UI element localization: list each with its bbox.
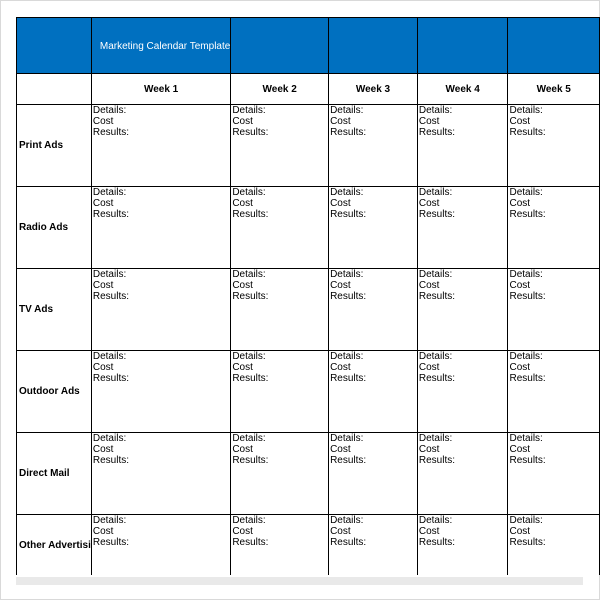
week-header-1: Week 1 — [91, 74, 230, 105]
cell-results-label: Results: — [92, 127, 129, 138]
cell-details-label: Details: — [92, 515, 127, 526]
calendar-cell[interactable] — [91, 269, 230, 351]
cell-details-label: Details: — [330, 433, 364, 444]
calendar-cell[interactable] — [231, 433, 329, 515]
cell-details-label: Details: — [330, 351, 364, 362]
cell-details-label: Details: — [509, 269, 543, 280]
cell-cost-label: Cost — [418, 280, 440, 291]
title-row — [17, 18, 600, 74]
row-label: Outdoor Ads — [17, 351, 92, 433]
cell-cost-label: Cost — [232, 362, 253, 373]
title-blank-cell — [508, 18, 600, 74]
cell-cost-label: Cost — [232, 526, 253, 537]
cell-cost-label: Cost — [330, 526, 351, 537]
title-cell — [91, 18, 230, 74]
cell-details-label: Details: — [92, 269, 127, 280]
cell-cost-label: Cost — [232, 444, 253, 455]
cell-details-label: Details: — [232, 105, 266, 116]
calendar-cell[interactable] — [417, 351, 508, 433]
cell-results-label: Results: — [92, 209, 129, 220]
cell-results-label: Results: — [330, 127, 367, 138]
cell-results-label: Results: — [232, 127, 269, 138]
cell-details-label: Details: — [330, 269, 364, 280]
calendar-cell[interactable] — [91, 187, 230, 269]
calendar-cell[interactable] — [508, 433, 600, 515]
cell-details-label: Details: — [232, 351, 266, 362]
cell-details-label: Details: — [330, 105, 364, 116]
cell-results-label: Results: — [330, 291, 367, 302]
cell-details-label: Details: — [509, 515, 543, 526]
calendar-cell[interactable] — [417, 187, 508, 269]
cell-results-label: Results: — [509, 209, 546, 220]
cell-details-label: Details: — [509, 433, 543, 444]
cell-results-label: Results: — [330, 455, 367, 466]
cell-cost-label: Cost — [509, 362, 531, 373]
calendar-row — [17, 187, 600, 269]
cell-results-label: Results: — [509, 373, 546, 384]
cell-results-label: Results: — [330, 537, 367, 548]
calendar-cell[interactable] — [329, 269, 418, 351]
calendar-cell[interactable] — [417, 105, 508, 187]
calendar-cell[interactable] — [417, 515, 508, 576]
cell-cost-label: Cost — [418, 526, 440, 537]
row-label: TV Ads — [17, 269, 92, 351]
cell-cost-label: Cost — [330, 280, 351, 291]
cell-results-label: Results: — [92, 291, 129, 302]
calendar-cell[interactable] — [329, 351, 418, 433]
cell-cost-label: Cost — [418, 198, 440, 209]
calendar-cell[interactable] — [231, 269, 329, 351]
calendar-cell[interactable] — [508, 515, 600, 576]
cell-details-label: Details: — [509, 351, 543, 362]
calendar-cell[interactable] — [508, 187, 600, 269]
cell-cost-label: Cost — [509, 280, 531, 291]
cell-results-label: Results: — [232, 455, 269, 466]
calendar-cell[interactable] — [329, 433, 418, 515]
cell-cost-label: Cost — [509, 198, 531, 209]
cell-details-label: Details: — [418, 433, 453, 444]
cell-details-label: Details: — [92, 433, 127, 444]
cell-results-label: Results: — [92, 373, 129, 384]
cell-cost-label: Cost — [232, 280, 253, 291]
week-header-3: Week 3 — [329, 74, 418, 105]
cell-cost-label: Cost — [330, 116, 351, 127]
cell-cost-label: Cost — [418, 362, 440, 373]
cell-details-label: Details: — [330, 187, 364, 198]
cell-results-label: Results: — [418, 291, 455, 302]
cell-cost-label: Cost — [92, 526, 114, 537]
cell-details-label: Details: — [418, 351, 453, 362]
cell-results-label: Results: — [509, 291, 546, 302]
cell-details-label: Details: — [232, 269, 266, 280]
cell-results-label: Results: — [92, 537, 129, 548]
calendar-cell[interactable] — [231, 351, 329, 433]
cell-cost-label: Cost — [509, 116, 531, 127]
title-corner-cell — [17, 18, 92, 74]
cell-cost-label: Cost — [232, 198, 253, 209]
calendar-row — [17, 269, 600, 351]
row-label: Radio Ads — [17, 187, 92, 269]
calendar-cell[interactable] — [91, 433, 230, 515]
cell-details-label: Details: — [92, 105, 127, 116]
cell-cost-label: Cost — [330, 444, 351, 455]
calendar-row — [17, 105, 600, 187]
cell-details-label: Details: — [232, 187, 266, 198]
calendar-cell[interactable] — [508, 105, 600, 187]
row-label: Direct Mail — [17, 433, 92, 515]
cell-results-label: Results: — [232, 373, 269, 384]
week-header-row — [17, 74, 600, 105]
calendar-row — [17, 433, 600, 515]
title-blank-cell — [329, 18, 418, 74]
calendar-cell[interactable] — [508, 351, 600, 433]
cell-results-label: Results: — [232, 209, 269, 220]
cell-details-label: Details: — [418, 515, 453, 526]
cell-results-label: Results: — [509, 127, 546, 138]
week-header-4: Week 4 — [417, 74, 508, 105]
cell-results-label: Results: — [92, 455, 129, 466]
cell-details-label: Details: — [92, 351, 127, 362]
cell-results-label: Results: — [509, 537, 546, 548]
cell-details-label: Details: — [509, 105, 543, 116]
cell-cost-label: Cost — [232, 116, 253, 127]
cell-cost-label: Cost — [418, 116, 440, 127]
calendar-cell[interactable] — [91, 515, 230, 576]
cell-cost-label: Cost — [418, 444, 440, 455]
cell-cost-label: Cost — [509, 444, 531, 455]
cell-results-label: Results: — [509, 455, 546, 466]
week-header-5: Week 5 — [508, 74, 600, 105]
calendar-cell[interactable] — [508, 269, 600, 351]
cell-cost-label: Cost — [92, 280, 114, 291]
cell-cost-label: Cost — [92, 198, 114, 209]
calendar-cell[interactable] — [91, 105, 230, 187]
cell-details-label: Details: — [232, 433, 266, 444]
week-corner-cell — [17, 74, 92, 105]
cell-results-label: Results: — [418, 209, 455, 220]
calendar-cell[interactable] — [329, 187, 418, 269]
calendar-cell[interactable] — [231, 515, 329, 576]
cell-cost-label: Cost — [330, 198, 351, 209]
calendar-cell[interactable] — [329, 105, 418, 187]
title-blank-cell — [231, 18, 329, 74]
cell-results-label: Results: — [232, 537, 269, 548]
cell-details-label: Details: — [92, 187, 127, 198]
week-header-2: Week 2 — [231, 74, 329, 105]
calendar-cell[interactable] — [91, 351, 230, 433]
cell-results-label: Results: — [418, 537, 455, 548]
cell-details-label: Details: — [418, 105, 453, 116]
calendar-cell[interactable] — [417, 433, 508, 515]
cell-details-label: Details: — [418, 269, 453, 280]
marketing-calendar-table — [16, 17, 600, 575]
cell-results-label: Results: — [418, 127, 455, 138]
cell-cost-label: Cost — [330, 362, 351, 373]
title-blank-cell — [417, 18, 508, 74]
cell-details-label: Details: — [509, 187, 543, 198]
row-label: Other Advertisi — [17, 515, 92, 576]
cell-details-label: Details: — [232, 515, 266, 526]
calendar-cell[interactable] — [417, 269, 508, 351]
row-label: Print Ads — [17, 105, 92, 187]
calendar-title: Marketing Calendar Template — [99, 41, 231, 52]
cell-results-label: Results: — [232, 291, 269, 302]
cell-results-label: Results: — [330, 209, 367, 220]
cell-details-label: Details: — [330, 515, 364, 526]
calendar-row — [17, 515, 600, 576]
cell-details-label: Details: — [418, 187, 453, 198]
cell-results-label: Results: — [418, 373, 455, 384]
cell-cost-label: Cost — [509, 526, 531, 537]
cell-results-label: Results: — [330, 373, 367, 384]
calendar-cell[interactable] — [231, 105, 329, 187]
cell-results-label: Results: — [418, 455, 455, 466]
cell-cost-label: Cost — [92, 116, 114, 127]
cell-cost-label: Cost — [92, 362, 114, 373]
calendar-cell[interactable] — [231, 187, 329, 269]
calendar-cell[interactable] — [329, 515, 418, 576]
cell-cost-label: Cost — [92, 444, 114, 455]
bottom-scroll-strip — [16, 577, 583, 585]
calendar-row — [17, 351, 600, 433]
